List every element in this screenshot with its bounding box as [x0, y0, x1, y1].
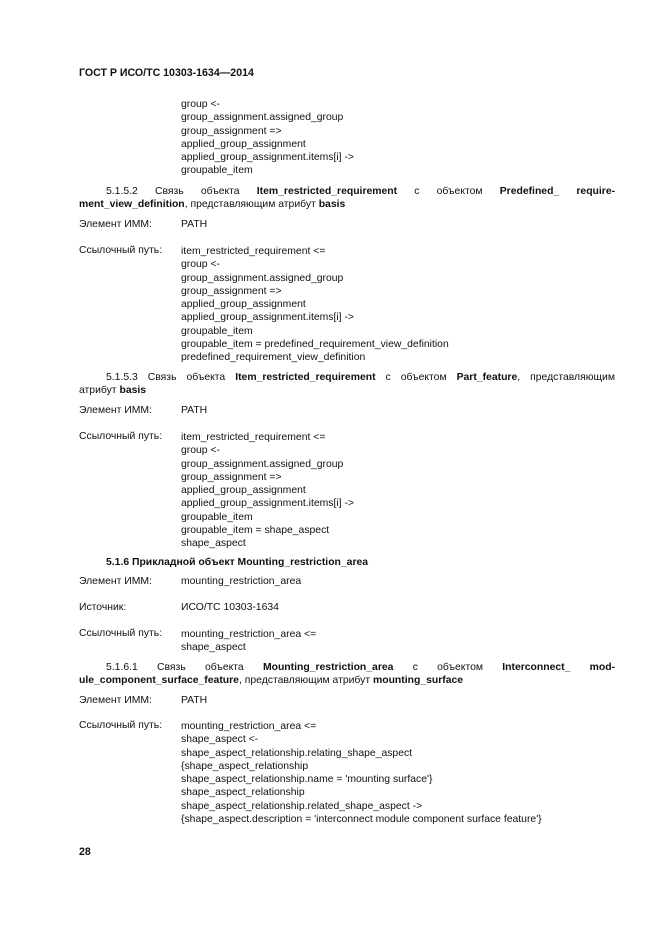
element-value: PATH: [181, 405, 208, 416]
reference-path-label: Ссылочный путь:: [79, 720, 163, 731]
element-value: PATH: [181, 219, 208, 230]
path-line: shape_aspect: [181, 538, 246, 550]
reference-path-label: Ссылочный путь:: [79, 431, 163, 442]
path-line: shape_aspect <-: [181, 734, 259, 746]
entity-name: Part_feature: [456, 372, 518, 383]
source-value: ИСО/ТС 10303-1634: [181, 602, 279, 613]
path-line: predefined_requirement_view_definition: [181, 352, 366, 364]
entity-name: Interconnect_: [502, 662, 571, 673]
title-line-2: атрибут basis: [79, 385, 147, 397]
path-line: group_assignment =>: [181, 285, 282, 297]
section-5-1-5-2-title: [79, 185, 615, 212]
reference-path: [181, 720, 542, 826]
path-line: groupable_item: [181, 511, 253, 523]
path-line: group_assignment =>: [181, 125, 282, 137]
path-line: group <-: [181, 445, 220, 457]
path-line: groupable_item = shape_aspect: [181, 525, 330, 537]
path-line: groupable_item: [181, 325, 253, 337]
path-line: mounting_restriction_area <=: [181, 629, 317, 640]
title-line-1: 5.1.5.2 Связь объекта Item_restricted_requirement с объектом Predefined_ require-: [106, 186, 616, 197]
path-line: group_assignment.assigned_group: [181, 272, 344, 284]
title-line-2: ment_view_definition, представляющим атрибут basis: [79, 199, 346, 211]
element-value: mounting_restriction_area: [181, 576, 302, 587]
path-line: applied_group_assignment.items[i] ->: [181, 498, 354, 510]
path-line: mounting_restriction_area <=: [181, 721, 317, 732]
path-line: shape_aspect_relationship.relating_shape_aspect: [181, 747, 413, 759]
attribute-name: mounting_surface: [372, 675, 464, 687]
path-line: applied_group_assignment.items[i] ->: [181, 312, 354, 324]
path-line: shape_aspect_relationship.name = 'mounting surface'}: [181, 774, 433, 786]
element-label: Элемент ИММ:: [79, 219, 152, 230]
path-line: item_restricted_requirement <=: [181, 246, 326, 257]
path-line: {shape_aspect_relationship: [181, 760, 309, 772]
path-line: group_assignment.assigned_group: [181, 458, 344, 470]
title-line-2: ule_component_surface_feature, представляющим атрибут mounting_surface: [79, 675, 464, 687]
path-line: group_assignment =>: [181, 471, 282, 483]
attribute-name: basis: [119, 385, 147, 397]
section-5-1-6-1-title: [79, 661, 615, 688]
title-line-1: 5.1.6.1 Связь объекта Mounting_restriction_area с объектом Interconnect_ mod-: [106, 662, 616, 673]
path-line: applied_group_assignment.items[i] ->: [181, 152, 354, 164]
path-line: shape_aspect_relationship: [181, 787, 305, 799]
entity-name: mod-: [589, 662, 616, 673]
path-line: applied_group_assignment: [181, 299, 306, 311]
element-label: Элемент ИММ:: [79, 695, 152, 706]
reference-path-label: Ссылочный путь:: [79, 245, 163, 256]
entity-name: Item_restricted_requirement: [235, 372, 376, 383]
path-line: shape_aspect_relationship.related_shape_aspect ->: [181, 800, 423, 812]
path-line: applied_group_assignment: [181, 485, 306, 497]
entity-name: Predefined_: [499, 186, 560, 197]
entity-name: require-: [576, 186, 616, 197]
running-header: ГОСТ Р ИСО/ТС 10303-1634—2014: [79, 67, 254, 79]
reference-path: [181, 431, 354, 551]
path-line: group_assignment.assigned_group: [181, 112, 344, 124]
reference-path: [181, 245, 449, 365]
path-line: group <-: [181, 259, 220, 271]
title-line-1: 5.1.5.3 Связь объекта Item_restricted_requirement с объектом Part_feature, представляющим: [106, 372, 616, 383]
path-line: applied_group_assignment: [181, 138, 306, 150]
reference-path: [181, 628, 316, 655]
path-line: item_restricted_requirement <=: [181, 432, 326, 443]
page-number: 28: [79, 846, 91, 858]
path-line: {shape_aspect.description = 'interconnect module component surface feature'}: [181, 814, 542, 826]
entity-name: ment_view_definition: [79, 199, 185, 211]
element-label: Элемент ИММ:: [79, 576, 152, 587]
reference-path-label: Ссылочный путь:: [79, 628, 163, 639]
path-line: groupable_item: [181, 165, 253, 177]
element-label: Элемент ИММ:: [79, 405, 152, 416]
path-line: group <-: [181, 99, 220, 110]
section-5-1-5-3-title: [79, 371, 615, 398]
element-value: PATH: [181, 695, 208, 706]
entity-name: Item_restricted_requirement: [256, 186, 398, 197]
source-label: Источник:: [79, 602, 127, 613]
section-5-1-6-heading: 5.1.6 Прикладной объект Mounting_restriction_area: [106, 557, 369, 568]
path-line: groupable_item = predefined_requirement_view_definition: [181, 339, 449, 351]
reference-path-continuation: [181, 98, 354, 178]
entity-name: ule_component_surface_feature: [79, 675, 239, 687]
attribute-name: basis: [318, 199, 346, 211]
path-line: shape_aspect: [181, 642, 246, 654]
entity-name: Mounting_restriction_area: [262, 662, 394, 673]
